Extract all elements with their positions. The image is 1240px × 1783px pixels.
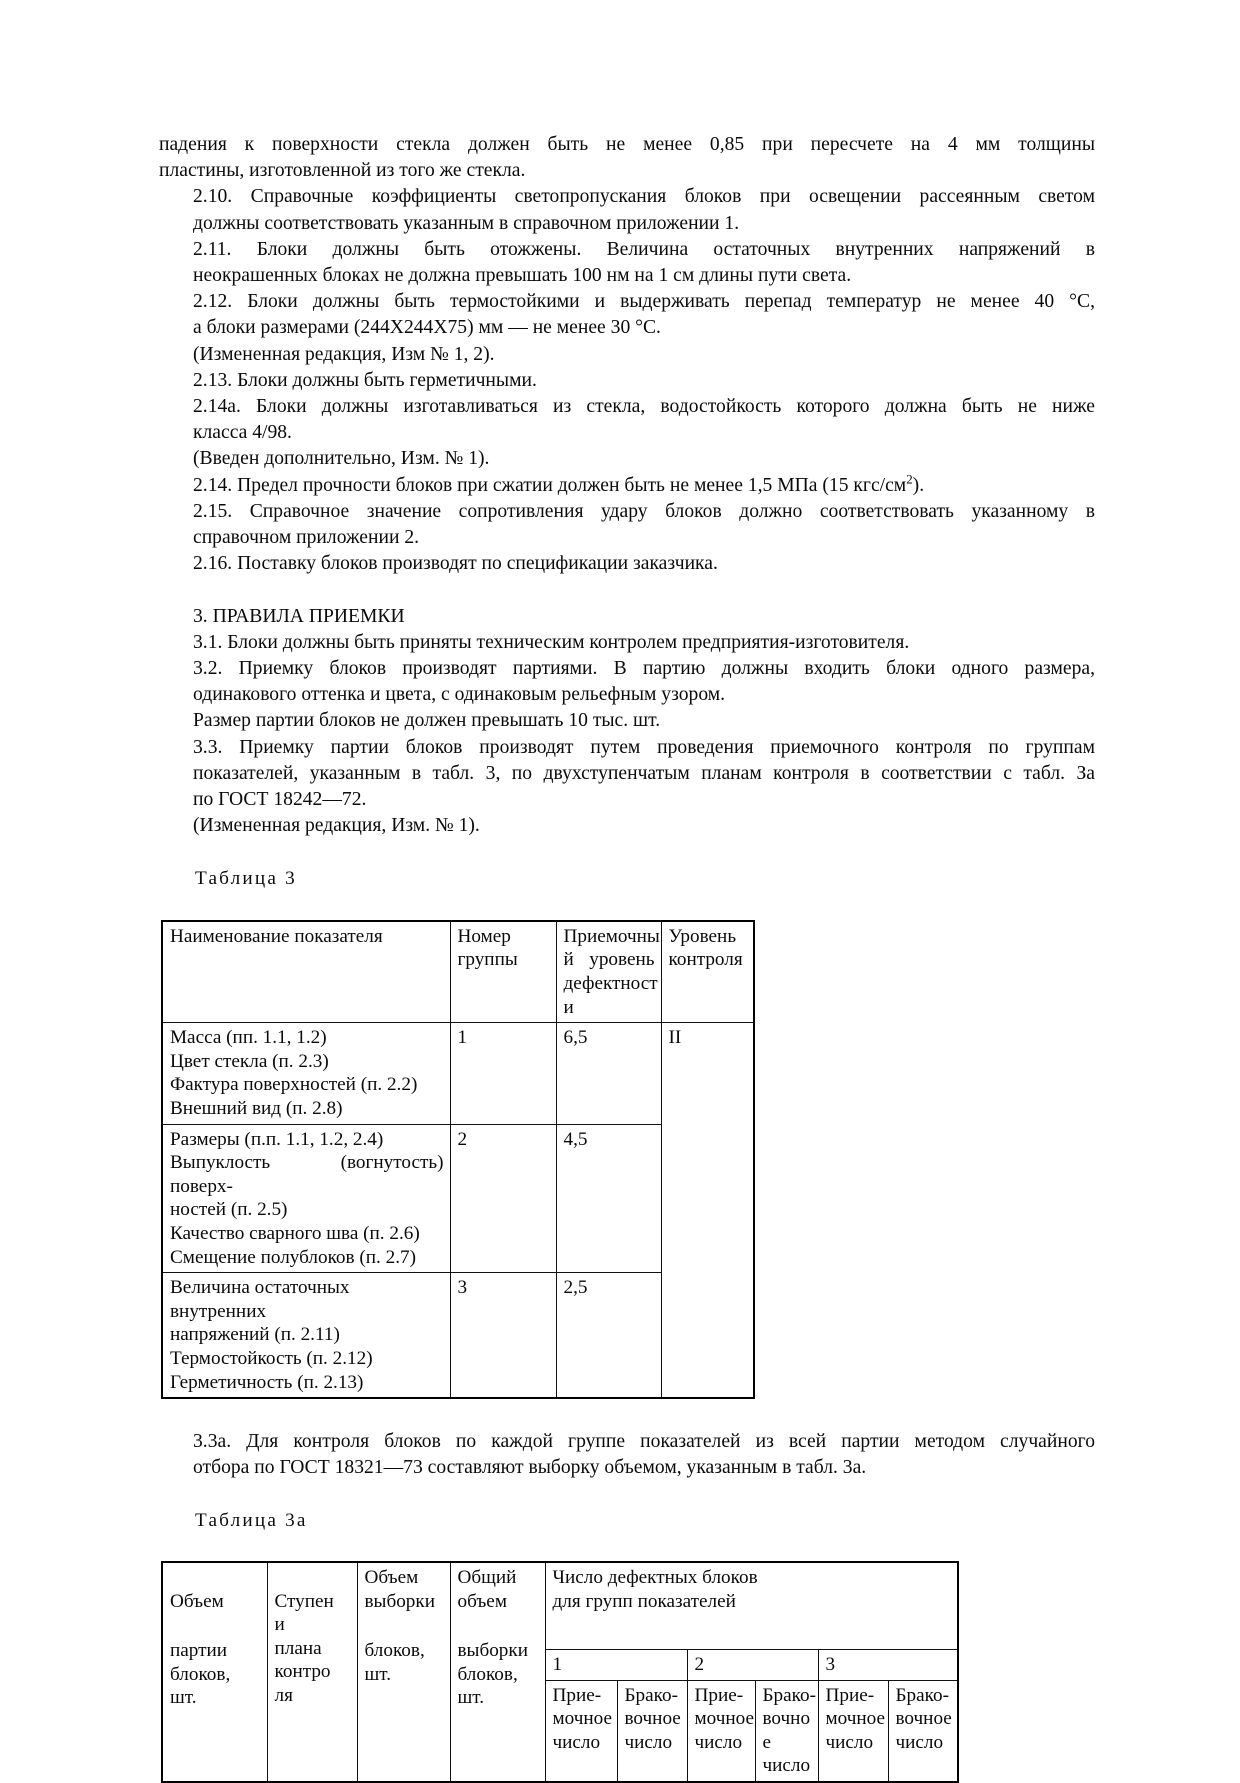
table-spacer (159, 1399, 1095, 1429)
header-cell-indicator-name: Наименование показателя (162, 921, 450, 1023)
table-row-header-top (162, 1562, 958, 1650)
header-line: число (895, 1731, 944, 1753)
header-line: и (563, 996, 574, 1018)
header-cell-acceptance-number-g3 (818, 1680, 888, 1782)
header-line: объем (457, 1590, 507, 1612)
paragraph-2-13: 2.13. Блоки должны быть герметичными. (193, 369, 537, 391)
header-line: плана (274, 1637, 322, 1659)
header-cell-group-1: 1 (545, 1649, 687, 1680)
cell-aql-value: 6,5 (556, 1023, 661, 1124)
header-line: блоков, (364, 1640, 425, 1662)
table-row (162, 1023, 754, 1124)
header-line: вочно (762, 1708, 811, 1730)
header-line: и (274, 1614, 285, 1636)
header-line: дефектност (563, 973, 658, 995)
header-line: Прие- (825, 1684, 875, 1706)
superscript-exponent: 2 (906, 471, 913, 487)
header-cell-acceptance-number-g2 (687, 1680, 755, 1782)
cell-group-number: 1 (450, 1023, 556, 1124)
paragraph-line: 3.2. Приемку блоков производят партиями. В партию должны входить блоки одного размера, (193, 658, 1095, 680)
indicator-line: ностей (п. 2.5) (170, 1199, 288, 1221)
header-line: Уровень (668, 925, 737, 947)
indicator-line: напряжений (п. 2.11) (170, 1324, 340, 1346)
paragraph-line: должны соответствовать указанным в справочном приложении 1. (193, 212, 740, 234)
header-line: Брако- (895, 1684, 949, 1706)
paragraph-line: справочном приложении 2. (193, 527, 420, 549)
paragraph-text-prefix: 2.14. Предел прочности блоков при сжатии должен быть не менее 1,5 МПа (15 кгс/см (193, 474, 907, 496)
paragraph-line: а блоки размерами (244Х244Х75) мм — не менее 30 °C. (193, 317, 661, 339)
header-line: число (825, 1731, 874, 1753)
header-line: контроля (668, 949, 743, 971)
indicator-line: Внешний вид (п. 2.8) (170, 1098, 343, 1120)
indicator-line: Смещение полублоков (п. 2.7) (170, 1246, 416, 1268)
header-line: Брако- (762, 1684, 816, 1706)
indicator-line: Величина остаточных внутренних (170, 1277, 350, 1322)
header-cell-sample-size (357, 1562, 450, 1782)
cell-group-number: 2 (450, 1124, 556, 1273)
table-3 (161, 920, 755, 1399)
section-heading-3: 3. ПРАВИЛА ПРИЕМКИ (193, 605, 405, 627)
indicator-line: Масса (пп. 1.1, 1.2) (170, 1027, 327, 1049)
header-cell-rejection-number-g2 (755, 1680, 818, 1782)
indicator-line: Размеры (п.п. 1.1, 1.2, 2.4) (170, 1128, 384, 1150)
paragraph-intro (159, 132, 1095, 184)
header-line: шт. (170, 1687, 197, 1709)
paragraph-2-15 (159, 499, 1095, 551)
cell-indicator-list (162, 1273, 450, 1398)
header-line: мочное (552, 1708, 613, 1730)
header-spacer (458, 1613, 539, 1639)
header-cell-stage-of-control-plan (267, 1562, 357, 1782)
header-line: й уровень (563, 949, 655, 971)
header-cell-rejection-number-g1 (617, 1680, 687, 1782)
paragraph-3-3a (159, 1429, 1095, 1481)
paragraph-line: неокрашенных блоках не должна превышать 100 нм на 1 см длины пути света. (193, 265, 852, 287)
header-line: блоков, (457, 1663, 518, 1685)
cell-aql-value: 2,5 (556, 1273, 661, 1398)
paragraph-line: одинакового оттенка и цвета, с одинаковым рельефным узором. (193, 684, 726, 706)
caption-spacer (159, 1534, 1095, 1561)
header-line: для групп показателей (552, 1590, 736, 1612)
header-line: вочное (624, 1708, 681, 1730)
header-line: Число дефектных блоков (552, 1566, 758, 1588)
header-line: е (762, 1731, 772, 1753)
cell-aql-value: 4,5 (556, 1124, 661, 1273)
paragraph-line: пластины, изготовленной из того же стекла. (159, 160, 526, 182)
header-cell-control-level (661, 921, 754, 1023)
header-cell-acceptance-number-g1 (545, 1680, 617, 1782)
paragraph-line: 2.12. Блоки должны быть термостойкими и выдерживать перепад температур не менее 40 °C, (193, 291, 1095, 313)
header-line: число (694, 1731, 743, 1753)
indicator-line: Фактура поверхностей (п. 2.2) (170, 1074, 418, 1096)
paragraph-spacer (159, 577, 1095, 603)
paragraph-izmenennaya-redakciya-1: (Измененная редакция, Изм. № 1). (193, 815, 480, 837)
paragraph-3-2-lot-size: Размер партии блоков не должен превышать 10 тыс. шт. (193, 710, 661, 732)
header-line: контро (274, 1661, 331, 1683)
header-line: шт. (364, 1663, 392, 1685)
paragraph-line: падения к поверхности стекла должен быть не менее 0,85 при пересчете на 4 мм толщины (159, 134, 1095, 155)
cell-group-number: 3 (450, 1273, 556, 1398)
paragraph-2-14a (159, 394, 1095, 446)
indicator-line: Выпуклость (вогнутость) поверх- (170, 1152, 444, 1197)
paragraph-line: 3.3. Приемку партии блоков производят путем проведения приемочного контроля по группам (193, 736, 1095, 758)
header-cell-total-sample-size (450, 1562, 545, 1782)
header-line: Прие- (694, 1684, 744, 1706)
header-line: число (624, 1731, 673, 1753)
header-line: партии (170, 1640, 228, 1662)
paragraph-2-14 (159, 473, 1095, 499)
header-cell-group-2: 2 (687, 1649, 818, 1680)
caption-spacer (159, 892, 1095, 920)
paragraph-spacer (159, 839, 1095, 865)
header-line: шт. (457, 1687, 485, 1709)
header-cell-lot-size (162, 1562, 267, 1782)
paragraph-2-16: 2.16. Поставку блоков производят по спецификации заказчика. (193, 553, 718, 575)
paragraph-3-1: 3.1. Блоки должны быть приняты техническим контролем предприятия-изготовителя. (193, 631, 910, 653)
cell-indicator-list (162, 1023, 450, 1124)
paragraph-izmenennaya-redakciya-1-2: (Измененная редакция, Изм № 1, 2). (193, 343, 495, 365)
body-text-block (159, 132, 1095, 1783)
header-line: вочное (895, 1708, 952, 1730)
header-line: число (552, 1731, 601, 1753)
paragraph-3-2 (159, 656, 1095, 708)
paragraph-line: показателей, указанным в табл. 3, по двухступенчатым планам контроля в соответствии с табл. За (193, 762, 1095, 784)
paragraph-line: отбора по ГОСТ 18321—73 составляют выборку объемом, указанным в табл. 3а. (193, 1457, 867, 1479)
paragraph-line: 3.3а. Для контроля блоков по каждой группе показателей из всей партии методом случайного (193, 1431, 1095, 1453)
header-line: Объем (364, 1566, 419, 1588)
header-line: Общий (457, 1566, 517, 1588)
header-line: ля (274, 1684, 293, 1706)
header-line: число (762, 1755, 811, 1777)
indicator-line: Термостойкость (п. 2.12) (170, 1347, 373, 1369)
cell-control-level-value: II (661, 1023, 754, 1398)
table3-caption: Таблица 3 (195, 867, 297, 889)
table-row-header (162, 921, 754, 1023)
header-spacer (365, 1613, 444, 1639)
paragraph-2-12 (159, 289, 1095, 341)
paragraph-line: 2.14а. Блоки должны изготавливаться из стекла, водостойкость которого должна быть не ниже (193, 396, 1095, 418)
paragraph-vveden-dopolnitelno: (Введен дополнительно, Изм. № 1). (193, 448, 490, 470)
header-line: Ступен (274, 1590, 334, 1612)
header-line: мочное (694, 1708, 755, 1730)
header-line: Приемочны (563, 925, 660, 947)
indicator-line: Качество сварного шва (п. 2.6) (170, 1222, 420, 1244)
header-cell-acceptance-quality-level (556, 921, 661, 1023)
paragraph-2-11 (159, 237, 1095, 289)
header-cell-group-number (450, 921, 556, 1023)
header-line: блоков, (170, 1663, 231, 1685)
indicator-line: Герметичность (п. 2.13) (170, 1371, 364, 1393)
header-line: Объем (170, 1590, 224, 1612)
header-line: Брако- (624, 1684, 678, 1706)
header-line: группы (457, 949, 518, 971)
header-line: выборки (364, 1590, 435, 1612)
table3a-caption: Таблица 3а (195, 1509, 308, 1531)
indicator-line: Цвет стекла (п. 2.3) (170, 1050, 329, 1072)
header-cell-group-3: 3 (818, 1649, 958, 1680)
paragraph-text-suffix: ). (912, 474, 925, 496)
paragraph-spacer (159, 1482, 1095, 1508)
paragraph-line: 2.15. Справочное значение сопротивления удару блоков должно соответствовать указанному в (193, 500, 1095, 522)
header-cell-defective-blocks-span (545, 1562, 958, 1650)
header-cell-rejection-number-g3 (888, 1680, 958, 1782)
header-line: выборки (457, 1640, 528, 1662)
paragraph-3-3 (159, 735, 1095, 814)
paragraph-line: 2.11. Блоки должны быть отожжены. Величина остаточных внутренних напряжений в (193, 238, 1095, 260)
header-spacer (170, 1613, 261, 1639)
header-line: Прие- (552, 1684, 602, 1706)
paragraph-line: 2.10. Справочные коэффициенты светопропускания блоков при освещении рассеянным светом (193, 186, 1095, 208)
header-line: Номер (457, 925, 511, 947)
cell-indicator-list (162, 1124, 450, 1273)
paragraph-2-10 (159, 184, 1095, 236)
paragraph-line: класса 4/98. (193, 422, 292, 444)
paragraph-line: по ГОСТ 18242—72. (193, 789, 367, 811)
header-line: мочное (825, 1708, 886, 1730)
table-3a (161, 1561, 959, 1783)
